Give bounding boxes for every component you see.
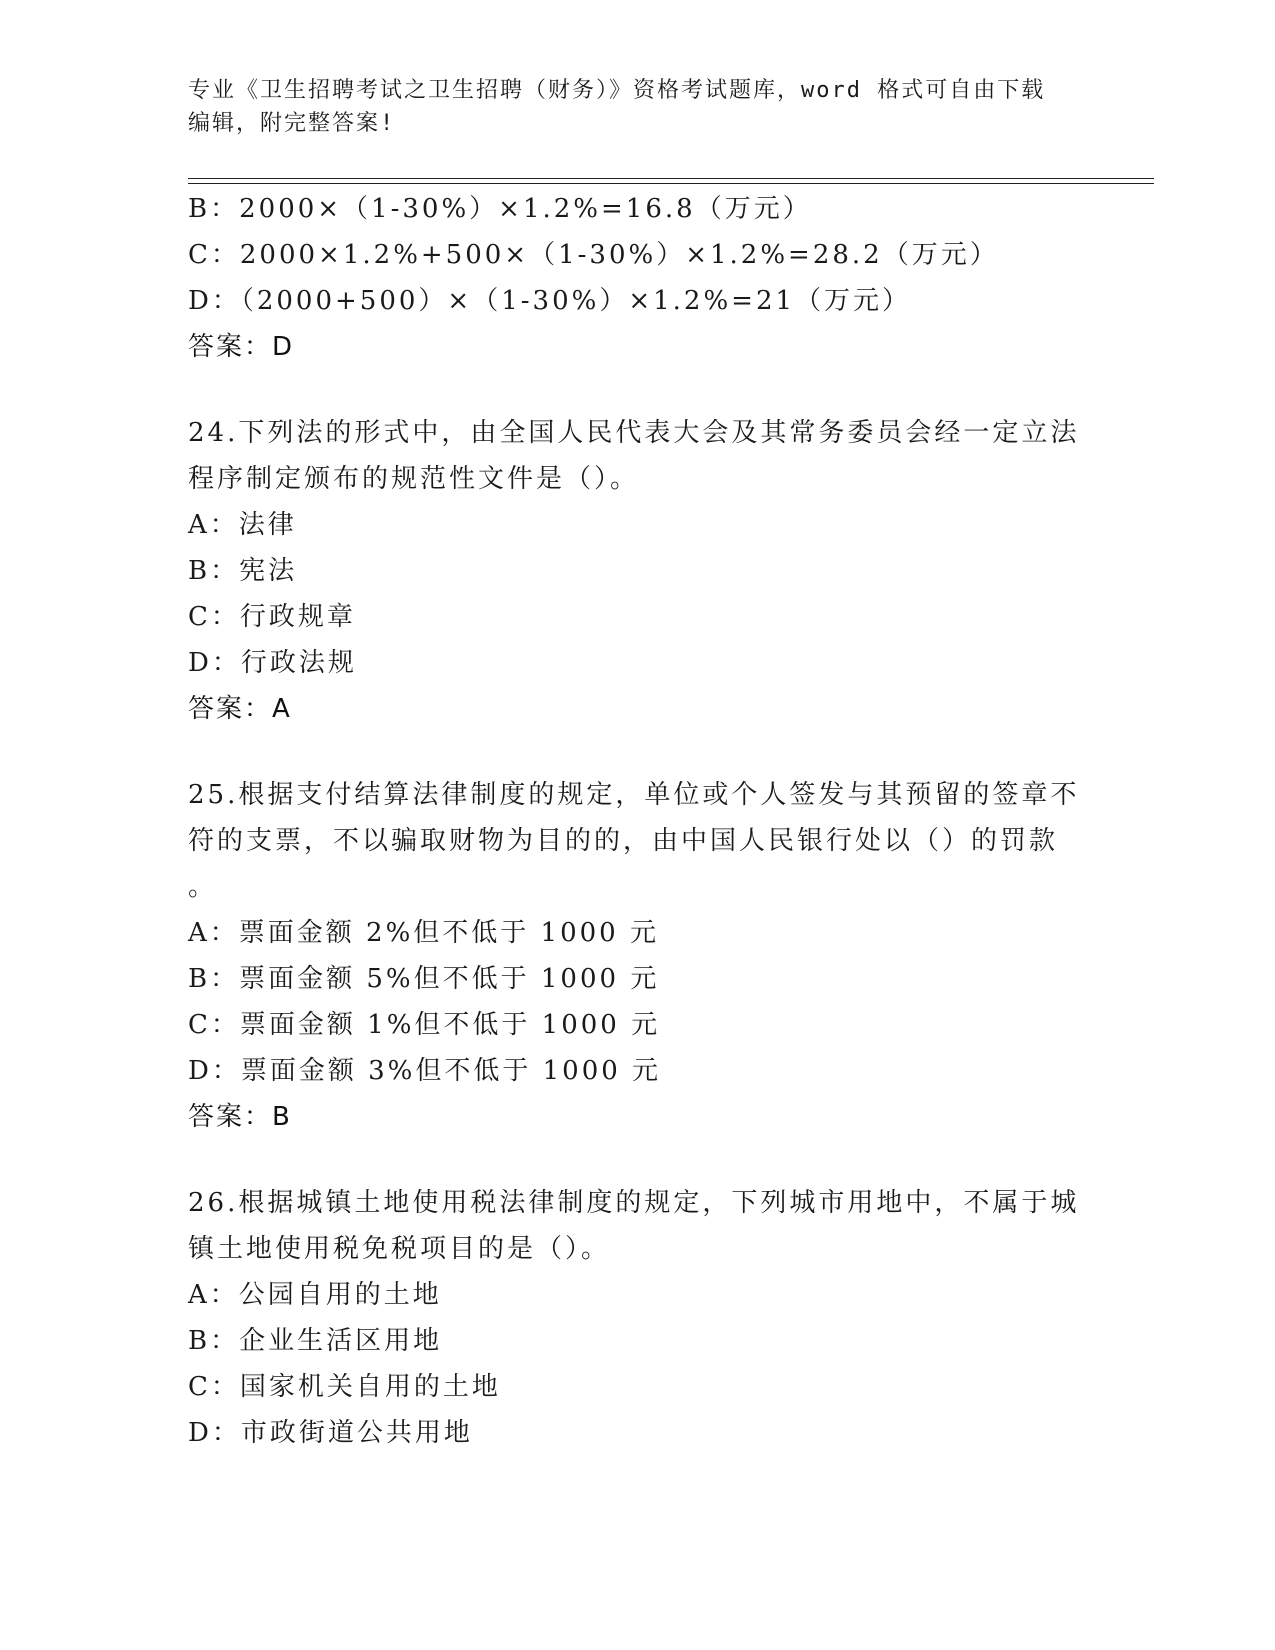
option-d: D：行政法规 bbox=[188, 648, 357, 678]
option-c: C：国家机关自用的土地 bbox=[188, 1372, 501, 1402]
question-25 bbox=[188, 772, 1088, 1140]
option-b: B：票面金额 5%但不低于 1000 元 bbox=[188, 964, 660, 994]
option-c: C：票面金额 1%但不低于 1000 元 bbox=[188, 1010, 661, 1040]
option-b: B：宪法 bbox=[188, 556, 298, 586]
option-b: B：企业生活区用地 bbox=[188, 1326, 443, 1356]
spacer bbox=[188, 370, 1088, 410]
question-text-line-2: 符的支票，不以骗取财物为目的的，由中国人民银行处以（）的罚款 bbox=[188, 826, 1059, 856]
spacer bbox=[188, 1140, 1088, 1180]
question-list bbox=[188, 186, 1088, 1456]
question-26 bbox=[188, 1180, 1088, 1456]
question-23 bbox=[188, 186, 1088, 370]
question-text-line-1: 26.根据城镇土地使用税法律制度的规定，下列城市用地中，不属于城 bbox=[188, 1188, 1080, 1218]
document-header bbox=[188, 74, 1088, 140]
header-line-1: 专业《卫生招聘考试之卫生招聘（财务）》资格考试题库，word 格式可自由下载 bbox=[188, 78, 1046, 103]
answer-line: 答案：D bbox=[188, 332, 295, 362]
answer-line: 答案：B bbox=[188, 1102, 292, 1132]
question-text-line-3: 。 bbox=[188, 872, 218, 902]
option-d: D：市政街道公共用地 bbox=[188, 1418, 473, 1448]
question-24 bbox=[188, 410, 1088, 732]
question-text-line-2: 镇土地使用税免税项目的是（）。 bbox=[188, 1234, 611, 1264]
spacer bbox=[188, 732, 1088, 772]
answer-line: 答案：A bbox=[188, 694, 292, 724]
header-divider-top bbox=[188, 178, 1154, 179]
option-d: D：票面金额 3%但不低于 1000 元 bbox=[188, 1056, 662, 1086]
option-a: A：公园自用的土地 bbox=[188, 1280, 442, 1310]
option-a: A：票面金额 2%但不低于 1000 元 bbox=[188, 918, 659, 948]
header-divider-bottom bbox=[188, 183, 1154, 184]
question-text-line-1: 25.根据支付结算法律制度的规定，单位或个人签发与其预留的签章不 bbox=[188, 780, 1080, 810]
option-b: B：2000×（1-30%）×1.2%=16.8（万元） bbox=[188, 194, 812, 224]
option-c: C：2000×1.2%+500×（1-30%）×1.2%=28.2（万元） bbox=[188, 240, 999, 270]
option-d: D：（2000+500）×（1-30%）×1.2%=21（万元） bbox=[188, 286, 912, 316]
question-text-line-1: 24.下列法的形式中，由全国人民代表大会及其常务委员会经一定立法 bbox=[188, 418, 1080, 448]
question-text-line-2: 程序制定颁布的规范性文件是（）。 bbox=[188, 464, 640, 494]
header-line-2: 编辑，附完整答案! bbox=[188, 111, 396, 136]
option-c: C：行政规章 bbox=[188, 602, 356, 632]
option-a: A：法律 bbox=[188, 510, 297, 540]
